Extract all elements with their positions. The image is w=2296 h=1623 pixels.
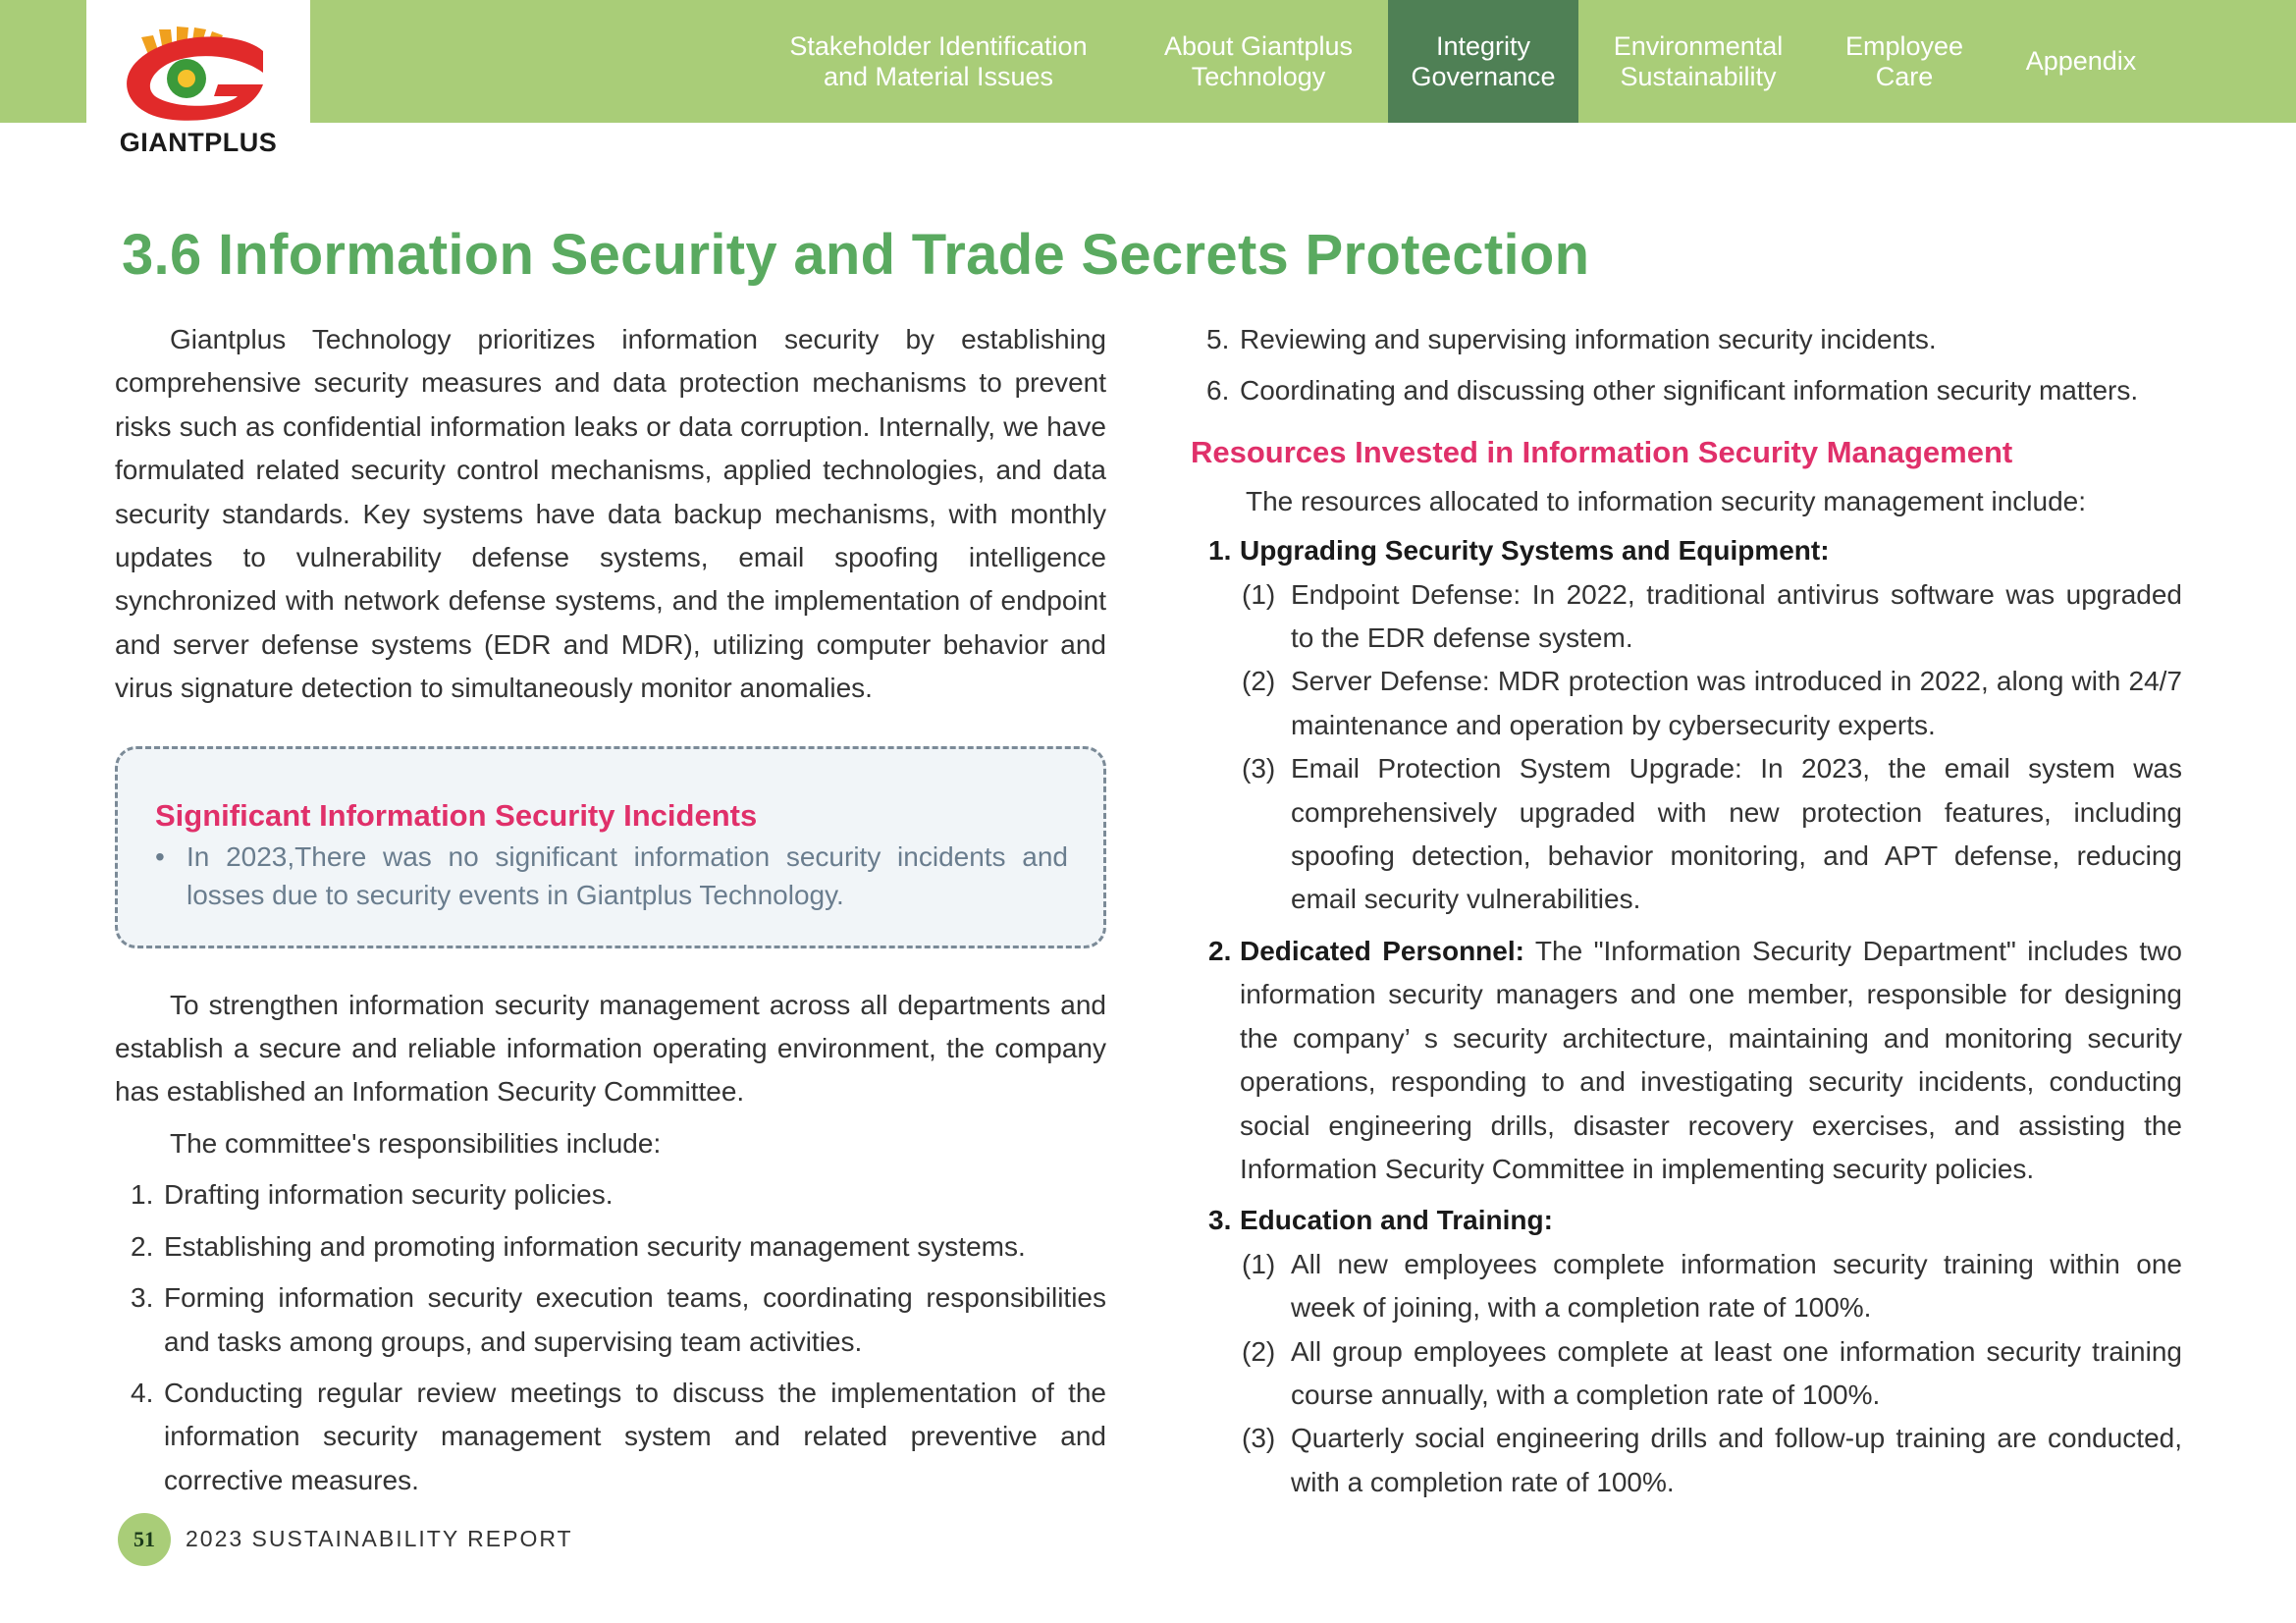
sub-item — [1191, 747, 2182, 922]
nav-tab-integrity-governance[interactable] — [1388, 0, 1578, 123]
list-number: 3. — [131, 1282, 154, 1314]
sub-number: (2) — [1242, 666, 1276, 697]
section-heading — [1191, 529, 2182, 572]
list-item — [1191, 318, 2182, 361]
nav-tab-label: Stakeholder Identification and Material Issues — [789, 30, 1088, 91]
callout-heading: Significant Information Security Incidents — [155, 797, 758, 833]
nav-tab-about[interactable] — [1139, 0, 1378, 123]
section-number: 2. — [1208, 935, 1232, 966]
list-text: Reviewing and supervising information security incidents. — [1240, 324, 1937, 354]
callout-text: In 2023,There was no significant information security incidents and losses due to security events in Giantplus Technology. — [187, 840, 1068, 910]
incidents-callout — [115, 746, 1106, 948]
list-text: Forming information security execution teams, coordinating responsibilities and tasks among groups, and supervising team activities. — [164, 1282, 1106, 1357]
sub-number: (1) — [1242, 578, 1276, 610]
nav-tab-environmental[interactable] — [1590, 0, 1806, 123]
resources-heading: Resources Invested in Information Security Management — [1191, 434, 2013, 469]
page-number-badge — [118, 1513, 171, 1566]
list-item — [1191, 369, 2182, 412]
list-item — [115, 1173, 1106, 1217]
section-label: Education and Training: — [1240, 1205, 1553, 1236]
sub-item — [1191, 1243, 2182, 1330]
nav-tab-employee-care[interactable] — [1826, 0, 1983, 123]
responsibilities-list — [115, 1173, 1106, 1502]
sub-number: (3) — [1242, 753, 1276, 784]
callout-item — [155, 838, 1068, 914]
sub-item — [1191, 1417, 2182, 1504]
nav-tab-label: Appendix — [2025, 46, 2137, 76]
sub-text: All group employees complete at least one information security training course annually, with a completion rate of 100%. — [1291, 1335, 2182, 1410]
nav-tab-label: About Giantplus Technology — [1163, 30, 1354, 91]
list-text: Establishing and promoting information security management systems. — [164, 1230, 1026, 1262]
nav-tab-label: Integrity Governance — [1411, 30, 1556, 91]
section-label: Dedicated Personnel: — [1240, 935, 1524, 966]
section-number: 3. — [1208, 1205, 1232, 1236]
list-item — [115, 1225, 1106, 1269]
intro-paragraph: Giantplus Technology prioritizes information security by establishing comprehensive security measures and data protection mechanisms to prevent risks such as confidential information leaks or data corruption. Internally, we have formulated related security control mechanisms, applied technologies, and data security standards. Key systems have data backup mechanisms, with monthly updates to vulnerability defense systems, email spoofing intelligence synchronized with network defense systems, and the implementation of endpoint and server defense systems (EDR and MDR), utilizing computer behavior and virus signature detection to simultaneously monitor anomalies. — [115, 324, 1106, 704]
left-column — [115, 318, 1106, 1502]
sub-item — [1191, 1330, 2182, 1418]
nav-tab-label: Employee Care — [1844, 30, 1964, 91]
responsibilities-intro: The committee's responsibilities include: — [170, 1127, 662, 1159]
sub-number: (2) — [1242, 1335, 1276, 1367]
sub-text: Quarterly social engineering drills and follow-up training are conducted, with a completion rate of 100%. — [1291, 1423, 2182, 1497]
list-number: 1. — [131, 1179, 154, 1211]
list-number: 4. — [131, 1377, 154, 1408]
nav-tab-label: Environmental Sustainability — [1613, 30, 1784, 91]
brand-name: GIANTPLUS — [119, 128, 278, 157]
list-number: 2. — [131, 1230, 154, 1262]
section-label: Upgrading Security Systems and Equipment: — [1240, 535, 1830, 567]
resource-section-training — [1191, 1199, 2182, 1504]
footer-report-title: 2023 SUSTAINABILITY REPORT — [186, 1526, 573, 1551]
sub-number: (1) — [1242, 1248, 1276, 1279]
section-heading — [1191, 930, 2182, 1191]
sub-text: All new employees complete information security training within one week of joining, with a completion rate of 100%. — [1291, 1248, 2182, 1324]
list-item — [115, 1372, 1106, 1502]
list-number: 5. — [1206, 324, 1230, 354]
committee-paragraph: To strengthen information security management across all departments and establish a secure and reliable information operating environment, the company has established an Information Security Committee. — [115, 989, 1106, 1108]
list-text: Drafting information security policies. — [164, 1179, 614, 1211]
page-number: 51 — [133, 1527, 155, 1551]
sub-text: Server Defense: MDR protection was introduced in 2022, along with 24/7 maintenance and operation by cybersecurity experts. — [1291, 666, 2182, 740]
sub-item — [1191, 660, 2182, 747]
sub-item — [1191, 573, 2182, 661]
resources-intro: The resources allocated to information security management include: — [1246, 485, 2086, 516]
sub-number: (3) — [1242, 1423, 1276, 1454]
page-title: 3.6 Information Security and Trade Secrets Protection — [122, 223, 1590, 287]
section-number: 1. — [1208, 535, 1232, 567]
responsibilities-list-continued — [1191, 318, 2182, 413]
nav-tab-appendix[interactable] — [2002, 0, 2160, 123]
list-text: Conducting regular review meetings to discuss the implementation of the information security management system and related preventive and corrective measures. — [164, 1377, 1106, 1495]
logo[interactable] — [86, 0, 310, 165]
section-heading — [1191, 1199, 2182, 1242]
sub-text: Endpoint Defense: In 2022, traditional antivirus software was upgraded to the EDR defense system. — [1291, 578, 2182, 654]
giantplus-logo-icon — [116, 22, 283, 128]
resource-section-personnel — [1191, 930, 2182, 1191]
right-column — [1191, 318, 2182, 1504]
sub-text: Email Protection System Upgrade: In 2023, the email system was comprehensively upgraded with new protection features, including spoofing detection, behavior monitoring, and APT defense, reducing email security vulnerabilities. — [1291, 753, 2182, 915]
nav-tab-stakeholder[interactable] — [772, 0, 1105, 123]
list-text: Coordinating and discussing other significant information security matters. — [1240, 375, 2139, 406]
resource-section-upgrading — [1191, 529, 2182, 922]
list-number: 6. — [1206, 375, 1230, 406]
list-item — [115, 1276, 1106, 1364]
bullet-icon: • — [155, 840, 165, 872]
section-body: The "Information Security Department" includes two information security managers and one member, responsible for designing the company’ s security architecture, maintaining and monitoring security operations, responding to and investigating security incidents, conducting social engineering drills, disaster recovery exercises, and assisting the Information Security Committee in implementing security policies. — [1240, 935, 2183, 1184]
